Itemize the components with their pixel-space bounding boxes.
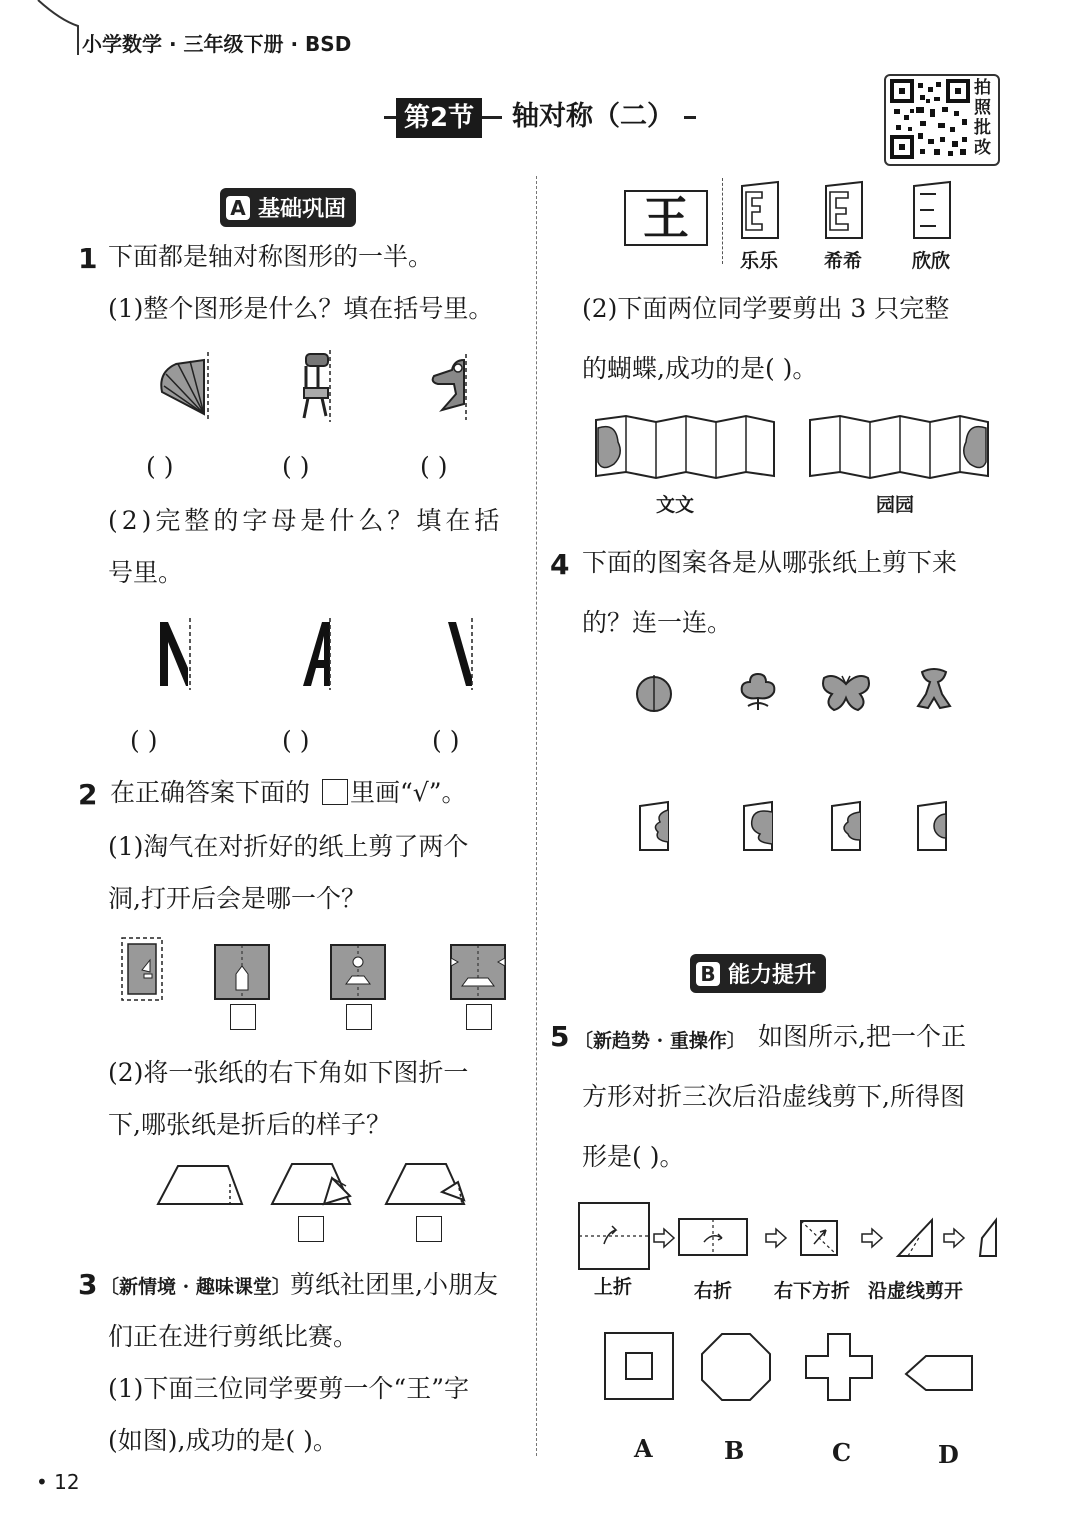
q1-blank-4[interactable]: ( ) xyxy=(130,726,158,755)
q5-number: 5 xyxy=(550,1020,570,1053)
badge-a-text: 基础巩固 xyxy=(258,197,347,222)
q4-line2: 的？连一连。 xyxy=(582,608,733,637)
q2-stem-a: 在正确答案下面的 xyxy=(110,778,311,807)
fold-step-triangle-figure xyxy=(896,1218,936,1258)
folded-paper-b-figure xyxy=(740,800,776,852)
badge-a-letter: A xyxy=(226,196,250,220)
option2-paper-figure xyxy=(330,944,386,1000)
q3-part1-line2: (如图),成功的是( )。 xyxy=(108,1426,338,1455)
arrow-icon xyxy=(652,1228,676,1248)
section-bar xyxy=(384,96,696,142)
option-c-figure[interactable] xyxy=(804,1332,876,1404)
q1-number: 1 xyxy=(78,242,98,275)
step-label-1: 上折 xyxy=(594,1276,633,1298)
q2p2-option1-checkbox[interactable] xyxy=(298,1216,324,1242)
q2-part1-line2: 洞,打开后会是哪一个？ xyxy=(108,884,366,913)
q1-part2-line2: 号里。 xyxy=(108,558,184,587)
folded-paper-a-figure xyxy=(636,800,672,852)
accordion-paper-wenwen-figure xyxy=(594,414,778,480)
q3-part2-line2: 的蝴蝶,成功的是( )。 xyxy=(582,354,818,383)
q1-part2-line1: (2)完整的字母是什么？填在括 xyxy=(108,506,504,535)
q1-blank-3[interactable]: ( ) xyxy=(420,452,448,481)
q4-line1: 下面的图案各是从哪张纸上剪下来 xyxy=(582,548,958,577)
q1-blank-6[interactable]: ( ) xyxy=(432,726,460,755)
q2-stem-b: 里画“√”。 xyxy=(350,778,467,807)
badge-b-letter: B xyxy=(696,962,720,986)
name-xixi: 希希 xyxy=(824,250,863,272)
q3-number: 3 xyxy=(78,1268,98,1301)
arrow-icon xyxy=(942,1228,966,1248)
book-title: 小学数学 · 三年级下册 · BSD xyxy=(82,32,352,56)
cut-piece-figure xyxy=(976,1218,1000,1258)
q1-stem: 下面都是轴对称图形的一半。 xyxy=(108,242,434,271)
option-b-figure[interactable] xyxy=(700,1332,774,1404)
accordion-paper-yuanyuan-figure xyxy=(808,414,992,480)
q5-line3: 形是( )。 xyxy=(582,1142,685,1171)
cutout-flower-figure xyxy=(736,670,780,714)
step-label-2: 右折 xyxy=(694,1280,733,1302)
folded-paper-c-figure xyxy=(828,800,864,852)
qr-side-text: 拍照批改 xyxy=(974,78,991,158)
q3-line1: 剪纸社团里,小朋友 xyxy=(290,1270,498,1299)
q3-part2-line1: (2)下面两位同学要剪出 3 只完整 xyxy=(582,294,950,323)
fold-step-square-figure xyxy=(578,1202,652,1272)
name-yuanyuan: 园园 xyxy=(876,494,915,516)
wang-character-box xyxy=(624,190,708,246)
q2-part2-line2: 下,哪张纸是折后的样子？ xyxy=(108,1110,391,1139)
section-label: 第2节 xyxy=(396,98,482,138)
wang-divider xyxy=(722,178,724,264)
q3-line2: 们正在进行剪纸比赛。 xyxy=(108,1322,359,1351)
option-a-label: A xyxy=(634,1434,653,1463)
folded-option1-figure xyxy=(270,1160,364,1210)
name-xinxin: 欣欣 xyxy=(912,250,951,272)
q2-part2-line1: (2)将一张纸的右下角如下图折一 xyxy=(108,1058,469,1087)
name-wenwen: 文文 xyxy=(656,494,695,516)
q1-blank-1[interactable]: ( ) xyxy=(146,452,174,481)
qr-block[interactable] xyxy=(884,74,1000,166)
folded-paper-xixi-figure xyxy=(822,180,868,242)
q1-blank-5[interactable]: ( ) xyxy=(282,726,310,755)
q2-stem-box xyxy=(322,779,348,805)
folded-paper-xinxin-figure xyxy=(910,180,956,242)
half-bird-figure xyxy=(428,354,472,420)
half-letter-v-figure xyxy=(448,618,478,690)
q2p2-option2-checkbox[interactable] xyxy=(416,1216,442,1242)
fold-step-small-square-figure xyxy=(800,1220,840,1258)
badge-advanced xyxy=(690,954,826,993)
half-chair-figure xyxy=(298,350,338,422)
half-letter-a-figure xyxy=(302,618,334,690)
column-divider xyxy=(536,176,538,1456)
badge-b-text: 能力提升 xyxy=(728,963,817,988)
arrow-icon xyxy=(860,1228,884,1248)
half-fan-figure xyxy=(156,352,216,422)
option-c-label: C xyxy=(832,1438,852,1467)
section-title: 轴对称（二） xyxy=(502,98,684,136)
option-b-label: B xyxy=(724,1436,745,1465)
folded-paper-lele-figure xyxy=(738,180,784,242)
arrow-icon xyxy=(764,1228,788,1248)
q1-blank-2[interactable]: ( ) xyxy=(282,452,310,481)
cutout-butterfly-figure xyxy=(820,670,872,714)
folded-paper-holes-figure xyxy=(120,936,164,1002)
q2p1-option2-checkbox[interactable] xyxy=(346,1004,372,1030)
step-label-4: 沿虚线剪开 xyxy=(868,1280,964,1302)
wang-character: 王 xyxy=(643,191,689,245)
folded-option2-figure xyxy=(384,1160,478,1210)
step-label-3: 右下方折 xyxy=(774,1280,851,1302)
q4-number: 4 xyxy=(550,548,570,581)
q5-line1: 如图所示,把一个正 xyxy=(758,1022,966,1051)
badge-basic xyxy=(220,188,356,227)
option1-paper-figure xyxy=(214,944,270,1000)
fold-step-rect-figure xyxy=(678,1218,750,1258)
qr-code-icon xyxy=(890,79,970,159)
option3-paper-figure xyxy=(450,944,506,1000)
cutout-apple-figure xyxy=(634,672,674,712)
q5-line2: 方形对折三次后沿虚线剪下,所得图 xyxy=(582,1082,965,1111)
q3-part1-line1: (1)下面三位同学要剪一个“王”字 xyxy=(108,1374,469,1403)
q2-part1-line1: (1)淘气在对折好的纸上剪了两个 xyxy=(108,832,469,861)
option-a-figure[interactable] xyxy=(604,1332,676,1404)
name-lele: 乐乐 xyxy=(740,250,779,272)
trapezoid-paper-figure xyxy=(156,1164,246,1208)
q1-part1: (1)整个图形是什么？填在括号里。 xyxy=(108,294,494,323)
q2-number: 2 xyxy=(78,778,98,811)
q2p1-option3-checkbox[interactable] xyxy=(466,1004,492,1030)
corner-mark xyxy=(30,0,90,60)
half-letter-m-figure xyxy=(158,618,198,690)
folded-paper-d-figure xyxy=(914,800,950,852)
option-d-label: D xyxy=(938,1440,959,1469)
q5-tag: 〔新趋势 · 重操作〕 xyxy=(574,1030,746,1052)
q3-tag: 〔新情境 · 趣味课堂〕 xyxy=(100,1276,291,1298)
option-d-figure[interactable] xyxy=(904,1354,976,1394)
page-number: • 12 xyxy=(36,1470,80,1494)
cutout-figure-four xyxy=(914,666,954,716)
q2p1-option1-checkbox[interactable] xyxy=(230,1004,256,1030)
